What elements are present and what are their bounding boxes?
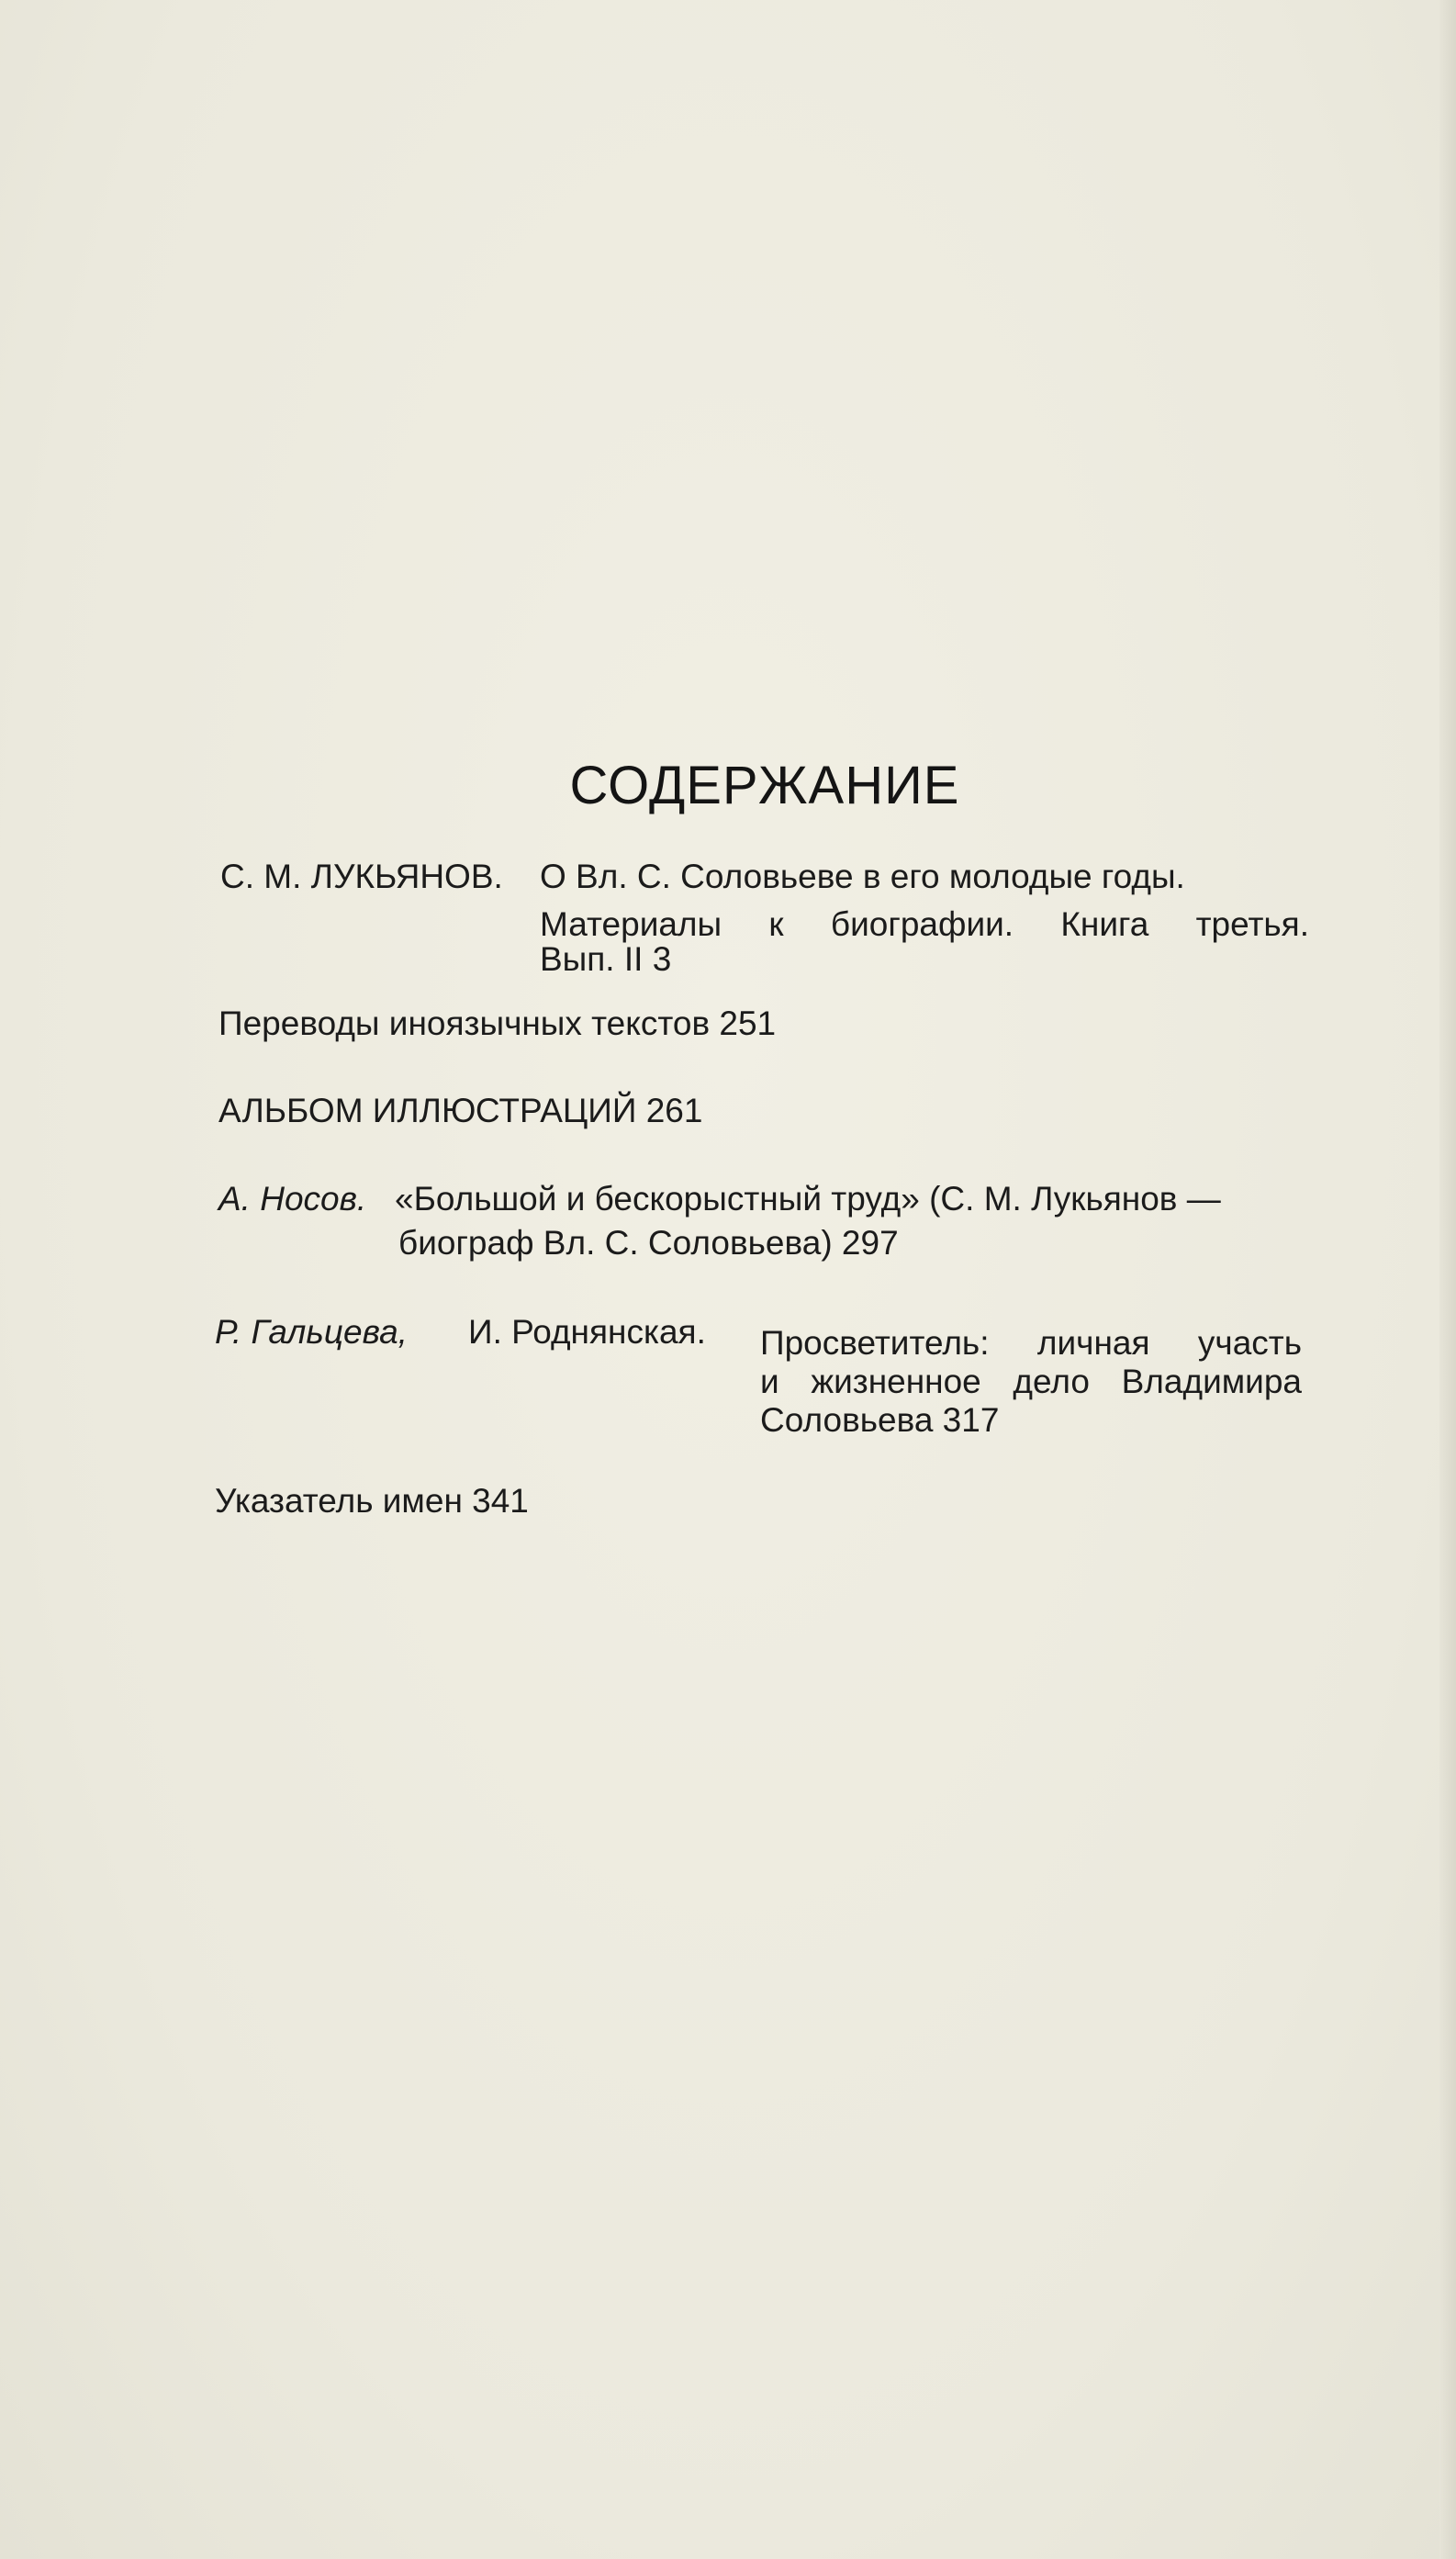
entry5-author2: И. Роднянская. xyxy=(468,1313,706,1351)
entry5-author1: Р. Гальцева, xyxy=(215,1313,408,1351)
entry5-title-line3: Соловьева 317 xyxy=(760,1401,1000,1439)
entry3-album: АЛЬБОМ ИЛЛЮСТРАЦИЙ 261 xyxy=(218,1092,703,1129)
entry1-author: С. М. ЛУКЬЯНОВ. xyxy=(220,858,503,895)
entry5-title-line2: и жизненное дело Владимира xyxy=(760,1363,1302,1400)
contents-heading: СОДЕРЖАНИЕ xyxy=(569,756,960,815)
page-edge xyxy=(1439,0,1456,2559)
entry4-author: А. Носов. xyxy=(218,1180,367,1218)
entry1-title-line1: О Вл. С. Соловьеве в его молодые годы. xyxy=(540,858,1185,895)
entry4-title-line2: биограф Вл. С. Соловьева) 297 xyxy=(398,1224,899,1262)
entry2-translations: Переводы иноязычных текстов 251 xyxy=(218,1005,777,1042)
entry5-title-line1: Просветитель: личная участь xyxy=(760,1324,1302,1362)
entry1-title-line3: Вып. II 3 xyxy=(540,940,672,978)
entry1-title-line2: Материалы к биографии. Книга третья. xyxy=(540,905,1309,943)
entry4-title-line1: «Большой и бескорыстный труд» (С. М. Лукьянов — xyxy=(395,1180,1221,1218)
entry6-name-index: Указатель имен 341 xyxy=(215,1482,529,1520)
